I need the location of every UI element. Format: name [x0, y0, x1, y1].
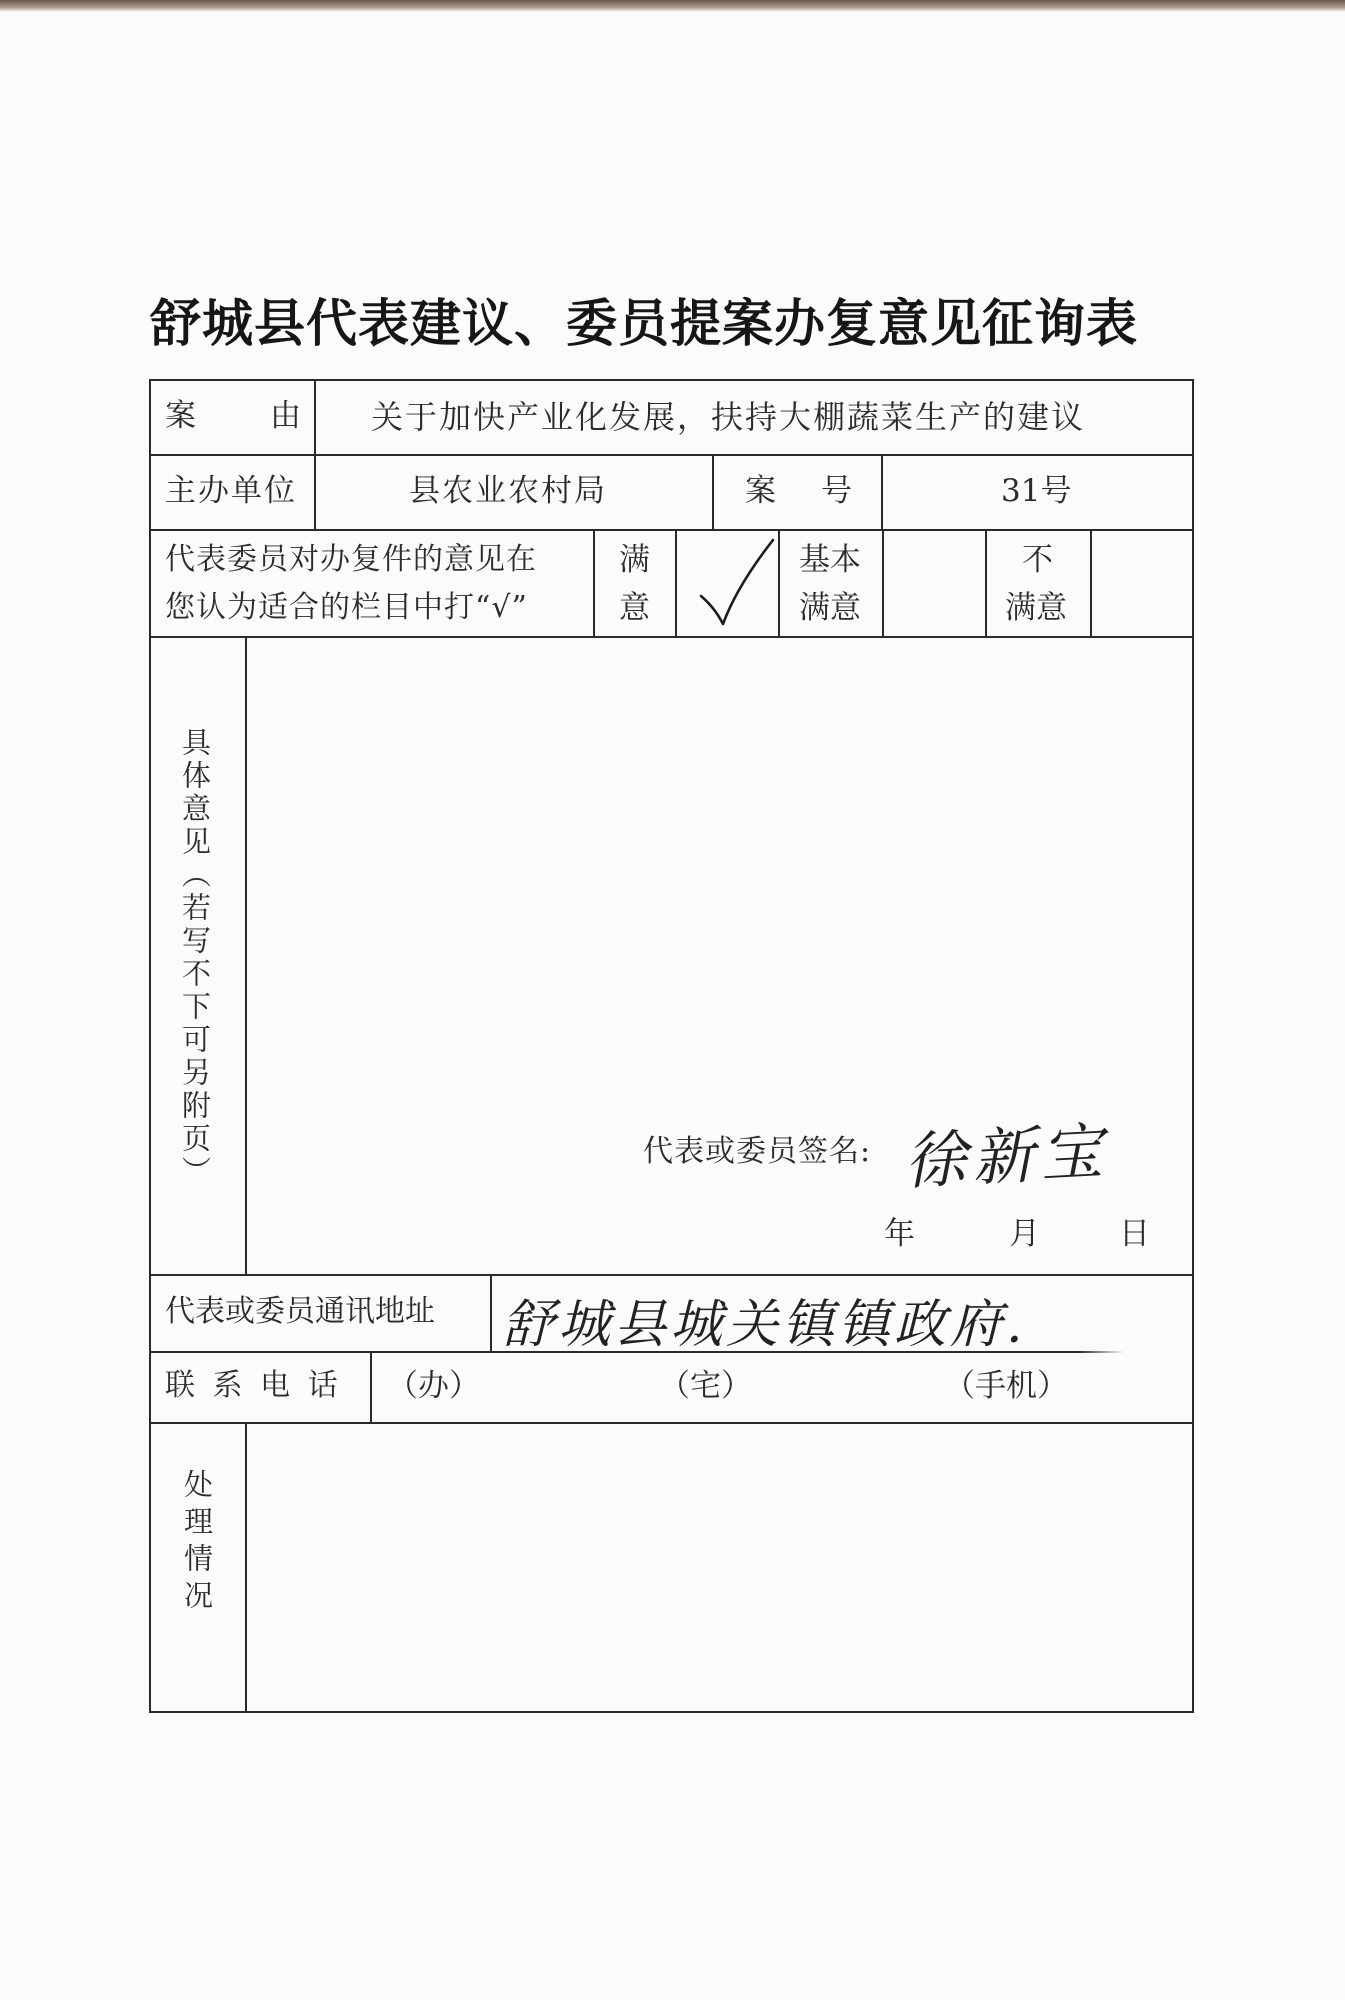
col-divider-label — [314, 379, 316, 529]
opinion-prompt-line2: 您认为适合的栏目中打“√” — [165, 590, 528, 625]
col-divider-op1 — [593, 529, 595, 636]
phone-home-label: （宅） — [659, 1368, 752, 1404]
col-divider-caseno — [881, 454, 883, 529]
phone-office-label: （办） — [387, 1368, 480, 1404]
unsatisfied-label-1: 不 — [1022, 542, 1053, 578]
opinion-prompt-line1: 代表委员对办复件的意见在 — [165, 542, 537, 577]
date-year-label: 年 — [884, 1216, 915, 1252]
signature-handwriting: 徐新宝 — [902, 1114, 1111, 1199]
basic-satisfied-checkbox[interactable] — [884, 531, 984, 635]
border-right — [1192, 379, 1194, 1713]
col-divider-details — [245, 636, 247, 1274]
scan-edge — [0, 0, 1345, 12]
date-day-label: 日 — [1119, 1216, 1150, 1252]
phone-label: 联 系 电 话 — [165, 1368, 342, 1403]
border-bottom — [149, 1711, 1194, 1713]
form-title: 舒城县代表建议、委员提案办复意见征询表 — [150, 295, 1139, 354]
address-label: 代表或委员通讯地址 — [165, 1294, 435, 1329]
date-month-label: 月 — [1009, 1216, 1040, 1252]
subject-value: 关于加快产业化发展，扶持大棚蔬菜生产的建议 — [371, 398, 1086, 436]
col-divider-phone — [370, 1351, 372, 1422]
subject-label-a: 案 — [165, 398, 196, 434]
border-left — [149, 379, 151, 1713]
address-value[interactable]: 舒城县城关镇镇政府. — [502, 1295, 1027, 1355]
col-divider-op5 — [985, 529, 987, 636]
details-input-area[interactable] — [248, 639, 1190, 1159]
unsatisfied-checkbox[interactable] — [1092, 531, 1191, 635]
col-divider-op2 — [675, 529, 677, 636]
satisfied-label-2: 意 — [619, 590, 650, 626]
case-no-value: 31号 — [1001, 473, 1072, 509]
inquiry-form-table — [149, 379, 1194, 1713]
handling-input-area[interactable] — [248, 1425, 1190, 1709]
row-divider-1 — [149, 454, 1194, 456]
row-divider-6 — [149, 1422, 1194, 1424]
border-top — [149, 379, 1194, 381]
col-divider-org — [712, 454, 714, 529]
basic-satisfied-label-2: 满意 — [799, 590, 861, 626]
subject-label-b: 由 — [270, 398, 301, 434]
handling-label: 处理情况 — [180, 1469, 214, 1617]
case-no-label-b: 号 — [821, 473, 852, 509]
col-divider-op3 — [778, 529, 780, 636]
check-mark-icon — [697, 534, 777, 634]
phone-mobile-label: （手机） — [944, 1368, 1068, 1404]
signature-label: 代表或委员签名: — [643, 1134, 872, 1169]
col-divider-address — [490, 1274, 492, 1351]
case-no-label-a: 案 — [745, 473, 776, 509]
satisfied-label-1: 满 — [619, 542, 650, 578]
row-divider-4 — [149, 1274, 1194, 1276]
details-label: 具体意见（若写不下可另附页） — [178, 727, 212, 1189]
scan-glare — [1079, 1351, 1192, 1422]
row-divider-2 — [149, 529, 1194, 531]
organizer-value: 县农业农村局 — [409, 473, 607, 509]
basic-satisfied-label-1: 基本 — [799, 542, 861, 578]
row-divider-3 — [149, 636, 1194, 638]
col-divider-handling — [245, 1422, 247, 1713]
unsatisfied-label-2: 满意 — [1005, 590, 1067, 626]
satisfied-checkbox[interactable] — [697, 534, 777, 638]
organizer-label: 主办单位 — [165, 473, 297, 509]
